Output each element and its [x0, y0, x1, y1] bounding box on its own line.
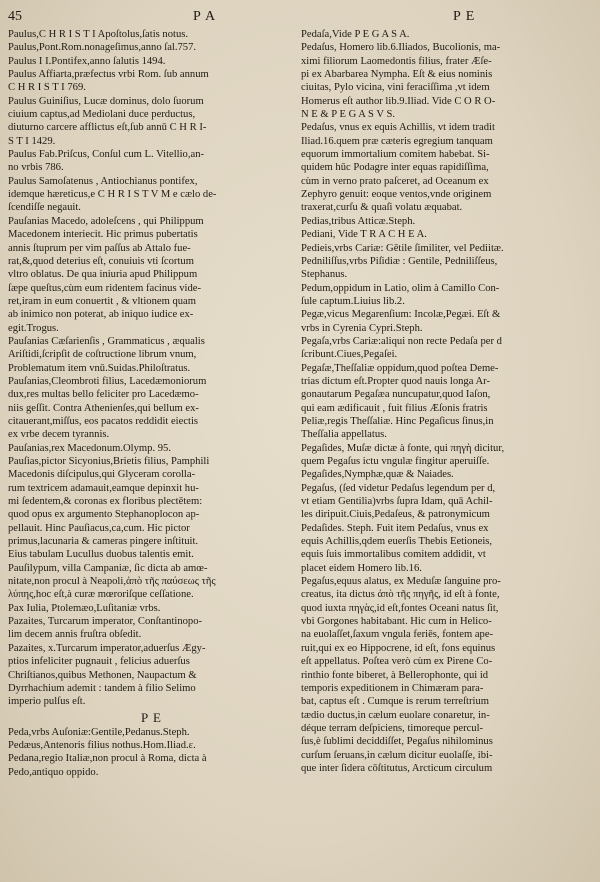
text-line: déque terram deſpiciens, timoreque percul-: [301, 722, 484, 734]
text-line: equis Achillis,qdem euerſis Thebis Eetioneis,: [301, 536, 493, 548]
right-column-heading: P E: [453, 9, 476, 24]
running-header: [0, 8, 600, 26]
text-line: egit.Trogus.: [8, 322, 59, 334]
text-line: Zephyro genuit: eoque ventos,vnde originem: [301, 189, 492, 201]
text-line: ſcendiſſe negauit.: [8, 202, 81, 214]
text-line: ximi filiorum Laomedontis filius, frater Æſe-: [301, 55, 492, 67]
text-line: vt etiam Gentilia)vrbs ſupra Idam, quā Achil-: [301, 496, 493, 508]
text-line: C H R I S T I 769.: [8, 82, 86, 94]
text-line: Paulus Affiarta,præfectus vrbi Rom. ſub annum: [8, 69, 209, 81]
text-line: vltro oblatus. De qua iniuria apud Philippum: [8, 269, 198, 281]
text-line: citauerant,miſſus, eos pacatos reddidit eiectis: [8, 415, 199, 427]
text-line: pellauit. Hinc Pauſiacus,ca,cum. Hic pictor: [8, 522, 190, 534]
text-line: Pegæ,vicus Megarenſium: Incolæ,Pegæi. Eſt &: [301, 309, 501, 321]
text-line: curſum ſeruans,in cælum dicitur euolaſſe, ibi-: [301, 749, 493, 761]
text-line: Pauſanias,Cleombroti filius, Lacedæmoniorum: [8, 375, 207, 387]
text-line: na euolaſſet,ſaxum vngula feriēs, fontem ape-: [301, 629, 494, 641]
right-column: [301, 28, 591, 775]
text-line: cùm in verno prato paſceret, ad Oceanum ex: [301, 175, 489, 187]
text-line: S T I 1429.: [8, 135, 56, 147]
text-line: Paulus Samoſatenus , Antiochianus pontifex,: [8, 175, 198, 187]
text-line: pi ex Abarbarea Nympha. Eſt & eius nominis: [301, 69, 493, 81]
text-line: Pegaſus, (ſed videtur Pedaſus legendum per d,: [301, 482, 496, 494]
text-line: Pauſanias Macedo, adoleſcens , qui Philippum: [8, 215, 204, 227]
text-line: Ariſtidi,ſcripſit de coſtructione librum vnum,: [8, 349, 197, 361]
text-line: ſæpe queſtus,cùm eum ridentem facinus vide-: [8, 282, 201, 294]
text-line: ret,iram in eum conuertit , & vltionem quam: [8, 295, 196, 307]
text-line: Pedias,tribus Atticæ.Steph.: [301, 215, 416, 227]
text-line: Pauſilypum, villa Campaniæ, ſic dicta ab amœ-: [8, 562, 208, 574]
text-line: Pedaſides. Steph. Fuit item Pedaſus, vnus ex: [301, 522, 489, 534]
text-line: Pediani, Vide T R A C H E A.: [301, 229, 427, 241]
text-line: nitate,non procul à Neapoli,ἀπὸ τῆς παύσεως τῆς: [8, 576, 216, 588]
text-line: ſcribunt.Ciues,Pegaſei.: [301, 349, 398, 361]
text-line: idemque hæreticus,e C H R I S T V M e cælo de-: [8, 189, 217, 201]
text-line: Stephanus.: [301, 269, 348, 281]
text-line: Chriſtianos,quibus Methonen, Naupactum &: [8, 669, 197, 681]
text-line: gonautarum Pegaſæa nuncupatur,quod Iaſon,: [301, 389, 491, 401]
text-line: N E & P E G A S V S.: [301, 109, 395, 121]
text-line: annis ſtuprum per vim paſſus ab Attalo fue-: [8, 242, 191, 254]
text-line: Pax Iulia, Ptolemæo,Luſitaniæ vrbs.: [8, 602, 161, 614]
text-line: equis ſuis immortalibus comitem addidit, vt: [301, 549, 486, 561]
text-line: Peda,vrbs Auſoniæ:Gentile,Pedanus.Steph.: [8, 726, 190, 738]
text-line: Pazaites, Turcarum imperator, Conſtantinopo-: [8, 616, 203, 628]
text-line: niis geſſit. Contra Athenienſes,qui bellum ex-: [8, 402, 199, 414]
text-line: Pedana,regio Italiæ,non procul à Roma, dicta à: [8, 753, 207, 765]
text-line: qui eam ædificauit , fuit filius Æſonis fratris: [301, 402, 488, 414]
text-line: quod iuxta πηγὰς,id eſt,fontes Oceani natus ſit,: [301, 602, 499, 614]
text-line: Pegaſa,vrbs Cariæ:aliqui non recte Pedaſa per d: [301, 335, 502, 347]
text-line: trias dictum eſt.Propter quod nauis longa Ar-: [301, 375, 490, 387]
text-line: Paulus Fab.Priſcus, Conſul cum L. Vitellio,an-: [8, 149, 205, 161]
text-line: diuturno carcere afflictus eſt,ſub annū C H R I-: [8, 122, 207, 134]
text-line: ſus,è ſublimi deciddiſſet, Pegaſus nihilominus: [301, 736, 493, 748]
left-column-heading: P A: [193, 9, 217, 24]
text-line: Pazaites, x.Turcarum imperator,aduerſus Ægy-: [8, 642, 206, 654]
text-line: vbi Gorgones habitabant. Hic cum in Helico-: [301, 616, 492, 628]
text-line: Pedieis,vrbs Cariæ: Gētile ſimiliter, vel Pediitæ.: [301, 242, 504, 254]
left-column: [8, 28, 295, 779]
text-line: ſule captum.Liuius lib.2.: [301, 295, 405, 307]
text-line: Problematum item vnū.Suidas.Philoſtratus.: [8, 362, 191, 374]
text-line: Pegaſæ,Theſſaliæ oppidum,quod poſtea Deme-: [301, 362, 499, 374]
text-line: Pedaſus, vnus ex equis Achillis, vt idem tradit: [301, 122, 495, 134]
text-line: placet eidem Homero lib.16.: [301, 562, 422, 574]
text-line: Pedum,oppidum in Latio, olim à Camillo Con-: [301, 282, 500, 294]
text-line: Macedonem interiecit. Hic primus pubertatis: [8, 229, 198, 241]
text-line: Pegaſides, Muſæ dictæ à fonte, qui πηγὴ dicitur,: [301, 442, 505, 454]
text-line: Theſſalia appellatus.: [301, 429, 387, 441]
page-number: 45: [8, 9, 22, 24]
text-line: Pauſias,pictor Sicyonius,Brietis filius, Pamphili: [8, 456, 210, 467]
text-line: equorum immortalium comitem habebat. Si-: [301, 149, 490, 161]
text-line: eſt appellatus. Poſtea verò cùm ex Pirene Co-: [301, 656, 493, 668]
text-line: Pegaſus,equus alatus, ex Meduſæ ſanguine pro-: [301, 576, 501, 588]
text-line: les diripuit.Ciuis,Pedaſeus, & patronymicum: [301, 509, 490, 521]
text-line: mi ſedentem,& coronas ex floribus plectētem:: [8, 496, 203, 508]
text-line: quidem hūc Podagre inter equas rapidiſſima,: [301, 162, 489, 174]
text-line: ab inimico non poterat, ab iniquo iudice ex-: [8, 309, 194, 321]
text-line: tædio ductus,in cælum euolare conaretur, in-: [301, 709, 490, 721]
text-line: ciuium captus,ad Mediolani duce perductus,: [8, 109, 196, 121]
text-line: temporis expeditionem in Chimæram para-: [301, 682, 484, 694]
text-line: vrbs in Cyrenia Cypri.Steph.: [301, 322, 423, 334]
text-line: traxerat,curſu & quaſi volatu æquabat.: [301, 202, 463, 214]
text-line: ciuitas, Pylo vicina, vini feraciſſima ,vt idem: [301, 82, 490, 94]
text-line: quod opus ex argumento Stephanoplocon ap-: [8, 509, 200, 521]
text-line: Homerus eſt author lib.9.Iliad. Vide C O R O-: [301, 95, 496, 107]
text-line: Dyrrhachium ademit : tandem à filio Selimo: [8, 682, 196, 694]
text-line: Pedniliſſus,vrbs Piſidiæ : Gentile, Pedniliſſeus,: [301, 255, 498, 267]
text-line: Pegaſides,Nymphæ,quæ & Naiades.: [301, 469, 454, 481]
text-line: Paulus I I.Pontifex,anno ſalutis 1494.: [8, 55, 166, 67]
text-line: lim decem annis fruſtra obſedit.: [8, 629, 142, 641]
text-line: Paulus,C H R I S T I Apoſtolus,ſatis notus.: [8, 29, 189, 40]
text-line: Pedæus,Antenoris filius nothus.Hom.Iliad.ε.: [8, 739, 196, 751]
text-line: Pauſanias Cæſarienſis , Grammaticus , æqualis: [8, 335, 205, 347]
text-line: Pedaſus, Homero lib.6.Iliados, Bucolionis, ma-: [301, 42, 501, 54]
text-line: rinthio fonte biberet, à Bellerophonte, qui id: [301, 669, 489, 681]
text-line: Paulus,Pont.Rom.nonageſimus,anno ſal.757.: [8, 42, 197, 54]
text-line: Iliad.16.quem præ cæteris egregium tanquam: [301, 135, 493, 147]
text-line: λύπης,hoc eſt,à curæ mœroriſque ceſſatione.: [8, 589, 194, 601]
text-line: bat, captus eſt . Cumque is rerum terreſtrium: [301, 696, 489, 708]
text-line: Pauſanias,rex Macedonum.Olymp. 95.: [8, 442, 171, 454]
text-line: no vrbis 786.: [8, 162, 64, 174]
text-line: Peliæ,regis Theſſaliæ. Hinc Pegaſicus ſinus,in: [301, 415, 494, 427]
section-heading: P E: [141, 709, 162, 725]
text-line: rum textricem adamauit,eamque depinxit hu-: [8, 482, 199, 494]
text-line: creatus, ita dictus ἀπὸ τῆς πηγῆς, id eſt à fonte,: [301, 589, 500, 601]
text-line: Paulus Guiniſius, Lucæ dominus, dolo ſuorum: [8, 95, 204, 107]
text-line: dux,res multas bello feliciter pro Lacedæmo-: [8, 389, 199, 401]
text-line: imperio pulſus eſt.: [8, 696, 86, 708]
text-line: primus,lacunaria & cameras pingere inſtituit.: [8, 536, 199, 548]
text-line: que inter ſidera cōſtitutus, Arcticum circulum: [301, 762, 493, 774]
text-line: ruit,qui ex eo Hippocrene, id eſt, fons equinus: [301, 642, 496, 654]
text-line: Pedo,antiquo oppido.: [8, 766, 99, 778]
text-line: Macedonis diſcipulus,qui Glyceram corolla-: [8, 469, 196, 481]
text-line: ex vrbe decem tyrannis.: [8, 429, 110, 441]
text-line: ptios infeliciter pugnauit , felicius aduerſus: [8, 656, 190, 668]
text-line: Pedaſa,Vide P E G A S A.: [301, 29, 410, 40]
text-line: rat,&,quod deterius eſt, conuiuis vti ſcortum: [8, 255, 194, 267]
text-line: Eius tabulam Lucullus duobus talentis emit.: [8, 549, 194, 561]
text-line: quem Pegaſus ictu vngulæ fingitur aperuiſſe.: [301, 456, 490, 467]
